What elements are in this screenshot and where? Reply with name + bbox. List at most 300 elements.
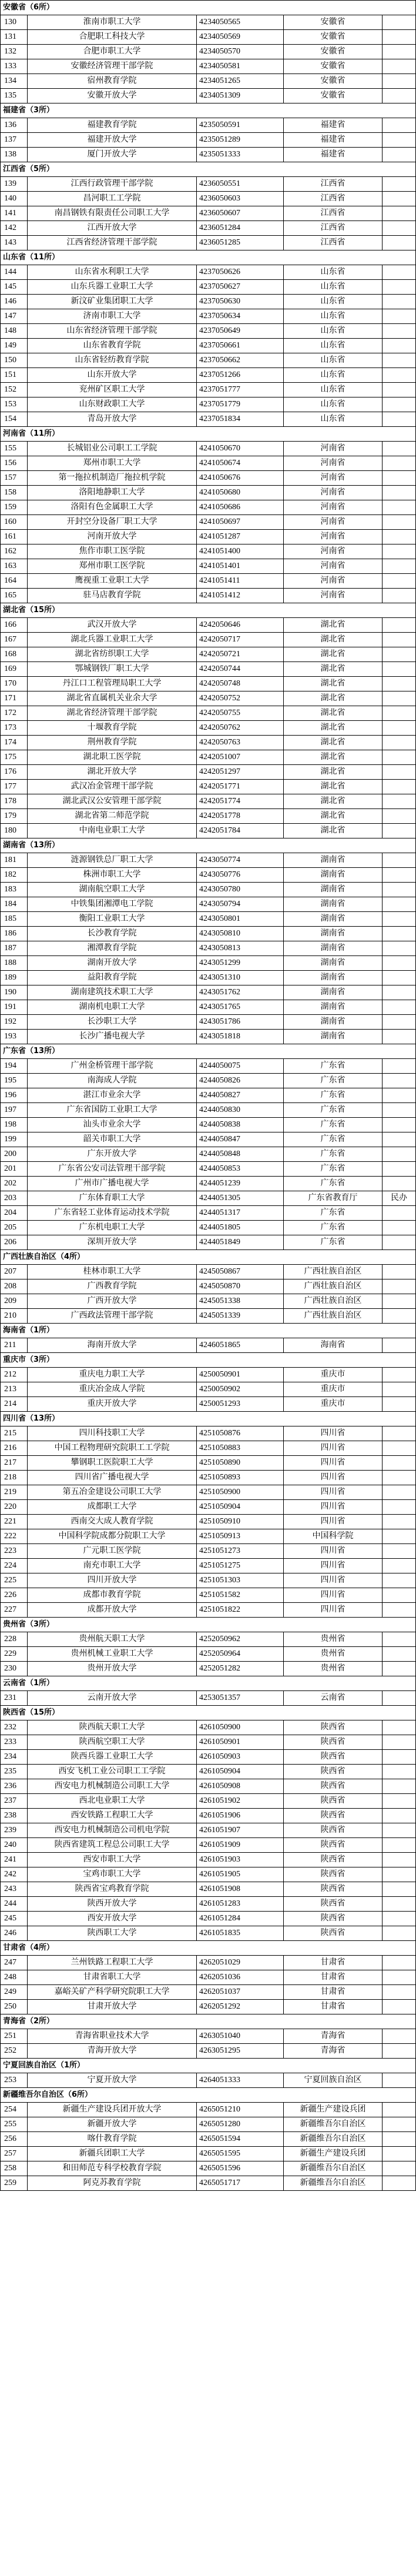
institution-name-cell: 中国工程物理研究院职工工学院	[28, 1441, 197, 1455]
institution-code-cell: 4251050910	[197, 1515, 284, 1529]
institution-name-cell: 洛阳有色金属职工大学	[28, 500, 197, 514]
row-number-cell: 175	[1, 750, 28, 764]
authority-cell: 广西壮族自治区	[284, 1265, 383, 1279]
authority-cell: 湖北省	[284, 765, 383, 779]
institution-name-cell: 衡阳工业职工大学	[28, 912, 197, 926]
institution-code-cell: 4242051007	[197, 750, 284, 764]
section-title: 河南省（11所）	[3, 429, 60, 438]
remark-cell	[383, 1500, 415, 1514]
section-title: 甘肃省（4所）	[3, 1943, 55, 1952]
institution-code-cell: 4261050900	[197, 1720, 284, 1735]
institution-code-cell: 4244051317	[197, 1206, 284, 1220]
section-header	[0, 1676, 416, 1691]
authority-cell: 甘肃省	[284, 1985, 383, 1999]
institution-code-cell: 4251050893	[197, 1471, 284, 1485]
institution-name-cell: 荆州教育学院	[28, 736, 197, 750]
authority-cell: 河南省	[284, 486, 383, 500]
remark-cell	[383, 633, 415, 647]
authority-cell: 湖北省	[284, 780, 383, 794]
table-row	[0, 1691, 416, 1706]
row-number-cell: 230	[1, 1662, 28, 1676]
authority-cell: 甘肃省	[284, 1970, 383, 1984]
institution-code-cell: 4242050762	[197, 721, 284, 735]
table-row	[0, 1632, 416, 1647]
institution-code-cell: 4243051786	[197, 1015, 284, 1029]
institution-name-cell: 成都开放大学	[28, 1603, 197, 1617]
authority-cell: 湖北省	[284, 809, 383, 823]
remark-cell	[383, 353, 415, 367]
institution-name-cell: 安徽经济管理干部学院	[28, 59, 197, 73]
institution-name-cell: 青岛开放大学	[28, 412, 197, 426]
authority-cell: 云南省	[284, 1691, 383, 1705]
authority-cell: 陕西省	[284, 1735, 383, 1749]
remark-cell	[383, 412, 415, 426]
row-number-cell: 180	[1, 824, 28, 838]
row-number-cell: 237	[1, 1794, 28, 1808]
institution-code-cell: 4243050776	[197, 868, 284, 882]
authority-cell: 湖北省	[284, 633, 383, 647]
remark-cell	[383, 1735, 415, 1749]
institution-name-cell: 嘉峪关矿产科学研究院职工大学	[28, 1985, 197, 1999]
institution-name-cell: 青海开放大学	[28, 2044, 197, 2058]
institution-code-cell: 4237050649	[197, 324, 284, 338]
institution-name-cell: 陕西职工大学	[28, 1926, 197, 1940]
table-row	[0, 1544, 416, 1559]
row-number-cell: 240	[1, 1838, 28, 1852]
institution-code-cell: 4261051902	[197, 1794, 284, 1808]
table-row	[0, 1867, 416, 1882]
authority-cell: 河南省	[284, 530, 383, 544]
institution-code-cell: 4244050827	[197, 1088, 284, 1102]
table-row	[0, 1809, 416, 1823]
section-header	[0, 603, 416, 618]
authority-cell: 湖南省	[284, 912, 383, 926]
institution-code-cell: 4234050570	[197, 45, 284, 59]
authority-cell: 湖北省	[284, 691, 383, 706]
row-number-cell: 157	[1, 471, 28, 485]
row-number-cell: 141	[1, 206, 28, 220]
authority-cell: 山东省	[284, 353, 383, 367]
table-row	[0, 1059, 416, 1074]
row-number-cell: 152	[1, 383, 28, 397]
institution-name-cell: 广州市广播电视大学	[28, 1177, 197, 1191]
row-number-cell: 192	[1, 1015, 28, 1029]
authority-cell: 河南省	[284, 500, 383, 514]
institution-name-cell: 江西行政管理干部学院	[28, 177, 197, 191]
authority-cell: 湖北省	[284, 794, 383, 808]
remark-cell	[383, 853, 415, 867]
remark-cell	[383, 1515, 415, 1529]
row-number-cell: 222	[1, 1529, 28, 1543]
row-number-cell: 190	[1, 985, 28, 1000]
remark-cell	[383, 1294, 415, 1308]
row-number-cell: 238	[1, 1809, 28, 1823]
row-number-cell: 150	[1, 353, 28, 367]
remark-cell	[383, 192, 415, 206]
section-header	[0, 1044, 416, 1059]
authority-cell: 广东省	[284, 1162, 383, 1176]
institution-name-cell: 湛江市业余大学	[28, 1088, 197, 1102]
remark-cell	[383, 927, 415, 941]
row-number-cell: 251	[1, 2029, 28, 2043]
remark-cell	[383, 1662, 415, 1676]
institution-name-cell: 长沙广播电视大学	[28, 1030, 197, 1044]
table-row	[0, 1118, 416, 1132]
authority-cell: 山东省	[284, 383, 383, 397]
institution-code-cell: 4265051595	[197, 2147, 284, 2161]
authority-cell: 陕西省	[284, 1838, 383, 1852]
institution-code-cell: 4261050904	[197, 1765, 284, 1779]
institution-name-cell: 涟源钢铁总厂职工大学	[28, 853, 197, 867]
table-row	[0, 177, 416, 192]
table-row	[0, 2044, 416, 2059]
authority-cell: 陕西省	[284, 1926, 383, 1940]
row-number-cell: 225	[1, 1573, 28, 1588]
authority-cell: 四川省	[284, 1441, 383, 1455]
institution-name-cell: 和田师范专科学校教育学院	[28, 2161, 197, 2176]
institution-code-cell: 4236050551	[197, 177, 284, 191]
table-row	[0, 618, 416, 633]
institution-name-cell: 四川科技职工大学	[28, 1426, 197, 1441]
institution-name-cell: 云南开放大学	[28, 1691, 197, 1705]
institution-code-cell: 4237051834	[197, 412, 284, 426]
row-number-cell: 188	[1, 956, 28, 970]
institution-name-cell: 广东开放大学	[28, 1147, 197, 1161]
institution-code-cell: 4261051909	[197, 1838, 284, 1852]
remark-cell	[383, 486, 415, 500]
remark-cell	[383, 442, 415, 456]
authority-cell: 四川省	[284, 1515, 383, 1529]
remark-cell	[383, 500, 415, 514]
institution-name-cell: 厦门开放大学	[28, 148, 197, 162]
institution-name-cell: 攀钢职工医院职工大学	[28, 1456, 197, 1470]
row-number-cell: 210	[1, 1309, 28, 1323]
remark-cell	[383, 1368, 415, 1382]
authority-cell: 广西壮族自治区	[284, 1294, 383, 1308]
remark-cell	[383, 1603, 415, 1617]
table-row	[0, 1662, 416, 1676]
table-row	[0, 691, 416, 706]
institution-code-cell: 4251050900	[197, 1485, 284, 1499]
authority-cell: 湖南省	[284, 956, 383, 970]
institution-code-cell: 4261050903	[197, 1750, 284, 1764]
row-number-cell: 187	[1, 941, 28, 955]
authority-cell: 江西省	[284, 177, 383, 191]
remark-cell	[383, 324, 415, 338]
institution-code-cell: 4251050913	[197, 1529, 284, 1543]
authority-cell: 山东省	[284, 412, 383, 426]
institution-code-cell: 4243050810	[197, 927, 284, 941]
institution-code-cell: 4243051765	[197, 1000, 284, 1014]
table-row	[0, 1956, 416, 1970]
institution-code-cell: 4261051903	[197, 1853, 284, 1867]
table-row	[0, 1206, 416, 1221]
authority-cell: 新疆生产建设兵团	[284, 2103, 383, 2117]
table-row	[0, 236, 416, 250]
authority-cell: 安徽省	[284, 45, 383, 59]
table-row	[0, 2132, 416, 2147]
table-row	[0, 309, 416, 324]
remark-cell	[383, 1882, 415, 1896]
remark-cell	[383, 397, 415, 412]
remark-cell	[383, 1632, 415, 1646]
institution-code-cell: 4261051905	[197, 1867, 284, 1882]
table-row	[0, 2000, 416, 2014]
institution-code-cell: 4251051582	[197, 1588, 284, 1602]
row-number-cell: 183	[1, 883, 28, 897]
authority-cell: 山东省	[284, 339, 383, 353]
remark-cell	[383, 118, 415, 132]
row-number-cell: 228	[1, 1632, 28, 1646]
table-row	[0, 1382, 416, 1397]
authority-cell: 甘肃省	[284, 1956, 383, 1970]
institution-name-cell: 南充市职工大学	[28, 1559, 197, 1573]
institution-code-cell: 4265051596	[197, 2161, 284, 2176]
table-row	[0, 1529, 416, 1544]
table-row	[0, 1882, 416, 1897]
row-number-cell: 253	[1, 2073, 28, 2087]
table-row	[0, 1735, 416, 1750]
section-header	[0, 162, 416, 177]
institution-code-cell: 4261051908	[197, 1882, 284, 1896]
authority-cell: 四川省	[284, 1603, 383, 1617]
table-row	[0, 971, 416, 985]
table-row	[0, 1515, 416, 1529]
remark-cell	[383, 1338, 415, 1352]
row-number-cell: 161	[1, 530, 28, 544]
institution-name-cell: 合肥职工科技大学	[28, 30, 197, 44]
row-number-cell: 198	[1, 1118, 28, 1132]
table-row	[0, 633, 416, 647]
institution-code-cell: 4244051305	[197, 1191, 284, 1205]
row-number-cell: 255	[1, 2117, 28, 2131]
institution-code-cell: 4243051310	[197, 971, 284, 985]
institution-code-cell: 4261051835	[197, 1926, 284, 1940]
authority-cell: 四川省	[284, 1471, 383, 1485]
remark-cell	[383, 589, 415, 603]
institution-name-cell: 山东省轻纺教育学院	[28, 353, 197, 367]
institution-name-cell: 贵州开放大学	[28, 1662, 197, 1676]
institution-name-cell: 四川开放大学	[28, 1573, 197, 1588]
row-number-cell: 143	[1, 236, 28, 250]
institution-code-cell: 4251051822	[197, 1603, 284, 1617]
section-header	[0, 1250, 416, 1265]
row-number-cell: 244	[1, 1897, 28, 1911]
authority-cell: 四川省	[284, 1456, 383, 1470]
authority-cell: 福建省	[284, 148, 383, 162]
institution-name-cell: 山东省教育学院	[28, 339, 197, 353]
authority-cell: 陕西省	[284, 1779, 383, 1793]
institution-name-cell: 第一拖拉机制造厂拖拉机学院	[28, 471, 197, 485]
table-row	[0, 2161, 416, 2176]
authority-cell: 河南省	[284, 442, 383, 456]
section-header	[0, 1324, 416, 1338]
institution-name-cell: 汕头市业余大学	[28, 1118, 197, 1132]
remark-cell	[383, 1823, 415, 1837]
remark-cell	[383, 1074, 415, 1088]
section-title: 广东省（13所）	[3, 1047, 60, 1055]
authority-cell: 陕西省	[284, 1912, 383, 1926]
row-number-cell: 135	[1, 89, 28, 103]
institution-code-cell: 4237051779	[197, 397, 284, 412]
remark-cell	[383, 30, 415, 44]
remark-cell	[383, 74, 415, 88]
authority-cell: 四川省	[284, 1588, 383, 1602]
table-row	[0, 2117, 416, 2132]
institution-name-cell: 新疆生产建设兵团开放大学	[28, 2103, 197, 2117]
institution-code-cell: 4241050686	[197, 500, 284, 514]
row-number-cell: 137	[1, 133, 28, 147]
section-header	[0, 838, 416, 853]
table-row	[0, 2176, 416, 2191]
remark-cell	[383, 1177, 415, 1191]
row-number-cell: 168	[1, 647, 28, 661]
institution-code-cell: 4261051907	[197, 1823, 284, 1837]
institution-code-cell: 4264051333	[197, 2073, 284, 2087]
authority-cell: 湖南省	[284, 1000, 383, 1014]
institution-name-cell: 成都市教育学院	[28, 1588, 197, 1602]
authority-cell: 河南省	[284, 471, 383, 485]
remark-cell	[383, 971, 415, 985]
institution-name-cell: 福建教育学院	[28, 118, 197, 132]
table-row	[0, 750, 416, 765]
authority-cell: 湖北省	[284, 824, 383, 838]
remark-cell	[383, 721, 415, 735]
section-title: 新疆维吾尔自治区（6所）	[3, 2090, 93, 2099]
remark-cell	[383, 1147, 415, 1161]
authority-cell: 河南省	[284, 574, 383, 588]
institution-code-cell: 4234051265	[197, 74, 284, 88]
institution-code-cell: 4242050646	[197, 618, 284, 632]
institution-name-cell: 西安市职工大学	[28, 1853, 197, 1867]
row-number-cell: 218	[1, 1471, 28, 1485]
authority-cell: 中国科学院	[284, 1529, 383, 1543]
table-row	[0, 941, 416, 956]
institution-code-cell: 4234051309	[197, 89, 284, 103]
remark-cell	[383, 1838, 415, 1852]
row-number-cell: 254	[1, 2103, 28, 2117]
authority-cell: 陕西省	[284, 1750, 383, 1764]
table-row	[0, 794, 416, 809]
institution-name-cell: 广西政法管理干部学院	[28, 1309, 197, 1323]
table-row	[0, 383, 416, 397]
row-number-cell: 169	[1, 662, 28, 676]
table-row	[0, 295, 416, 309]
institution-name-cell: 益阳教育学院	[28, 971, 197, 985]
table-row	[0, 442, 416, 456]
authority-cell: 广东省	[284, 1147, 383, 1161]
authority-cell: 湖北省	[284, 662, 383, 676]
table-row	[0, 2029, 416, 2044]
section-header	[0, 2088, 416, 2103]
institution-code-cell: 4252050964	[197, 1647, 284, 1661]
row-number-cell: 259	[1, 2176, 28, 2190]
institution-code-cell: 4244050075	[197, 1059, 284, 1073]
row-number-cell: 189	[1, 971, 28, 985]
authority-cell: 四川省	[284, 1573, 383, 1588]
row-number-cell: 193	[1, 1030, 28, 1044]
remark-cell	[383, 956, 415, 970]
row-number-cell: 184	[1, 897, 28, 911]
institution-name-cell: 西南交大成人教育学院	[28, 1515, 197, 1529]
remark-cell	[383, 1956, 415, 1970]
table-row	[0, 486, 416, 500]
table-row	[0, 662, 416, 677]
authority-cell: 四川省	[284, 1559, 383, 1573]
row-number-cell: 243	[1, 1882, 28, 1896]
authority-cell: 湖南省	[284, 941, 383, 955]
authority-cell: 湖南省	[284, 868, 383, 882]
row-number-cell: 256	[1, 2132, 28, 2146]
remark-cell	[383, 515, 415, 529]
remark-cell	[383, 897, 415, 911]
remark-cell	[383, 1441, 415, 1455]
table-row	[0, 206, 416, 221]
section-header	[0, 1353, 416, 1368]
remark-cell	[383, 883, 415, 897]
institution-name-cell: 湖北开放大学	[28, 765, 197, 779]
institution-name-cell: 广东省国防工业职工大学	[28, 1103, 197, 1117]
institution-code-cell: 4262051029	[197, 1956, 284, 1970]
remark-cell	[383, 1265, 415, 1279]
institution-name-cell: 湖北兵器工业职工大学	[28, 633, 197, 647]
institution-code-cell: 4243051762	[197, 985, 284, 1000]
row-number-cell: 239	[1, 1823, 28, 1837]
row-number-cell: 195	[1, 1074, 28, 1088]
table-row	[0, 1720, 416, 1735]
section-title: 湖南省（13所）	[3, 841, 60, 850]
institution-code-cell: 4251050904	[197, 1500, 284, 1514]
authority-cell: 广东省	[284, 1206, 383, 1220]
institution-code-cell: 4243050794	[197, 897, 284, 911]
remark-cell	[383, 794, 415, 808]
remark-cell	[383, 912, 415, 926]
row-number-cell: 136	[1, 118, 28, 132]
row-number-cell: 197	[1, 1103, 28, 1117]
table-row	[0, 1147, 416, 1162]
table-row	[0, 1426, 416, 1441]
authority-cell: 陕西省	[284, 1897, 383, 1911]
institution-code-cell: 4237050626	[197, 265, 284, 279]
remark-cell	[383, 339, 415, 353]
institution-name-cell: 广东省轻工业体育运动技术学院	[28, 1206, 197, 1220]
institution-name-cell: 贵州机械工业职工大学	[28, 1647, 197, 1661]
table-row	[0, 1897, 416, 1912]
table-row	[0, 133, 416, 148]
authority-cell: 重庆市	[284, 1382, 383, 1396]
institution-code-cell: 4251051275	[197, 1559, 284, 1573]
section-header	[0, 1706, 416, 1720]
institution-code-cell: 4242050721	[197, 647, 284, 661]
institution-code-cell: 4241051401	[197, 559, 284, 573]
authority-cell: 河南省	[284, 589, 383, 603]
institution-name-cell: 宝鸡市职工大学	[28, 1867, 197, 1882]
row-number-cell: 140	[1, 192, 28, 206]
authority-cell: 四川省	[284, 1544, 383, 1558]
institution-code-cell: 4241050676	[197, 471, 284, 485]
institution-code-cell: 4235051333	[197, 148, 284, 162]
institution-name-cell: 驻马店教育学院	[28, 589, 197, 603]
authority-cell: 新疆维吾尔自治区	[284, 2176, 383, 2190]
institution-name-cell: 长沙教育学院	[28, 927, 197, 941]
institution-name-cell: 昌河职工工学院	[28, 192, 197, 206]
table-row	[0, 1573, 416, 1588]
institution-name-cell: 广元职工医学院	[28, 1544, 197, 1558]
institution-name-cell: 淮南市职工大学	[28, 15, 197, 29]
table-row	[0, 30, 416, 45]
institution-name-cell: 甘肃开放大学	[28, 2000, 197, 2014]
remark-cell	[383, 1103, 415, 1117]
